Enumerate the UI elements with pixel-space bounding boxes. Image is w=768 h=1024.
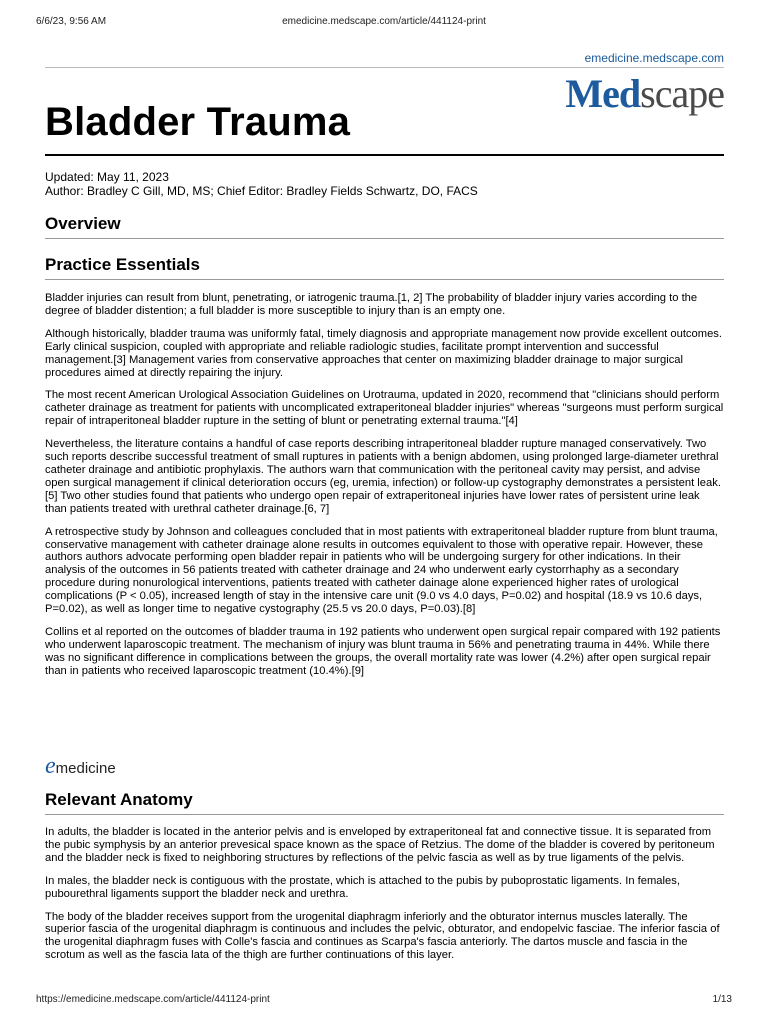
print-header-url: emedicine.medscape.com/article/441124-print xyxy=(282,16,486,27)
updated-date: Updated: May 11, 2023 xyxy=(45,170,169,184)
paragraph: Although historically, bladder trauma was uniformly fatal, timely diagnosis and appropriate management now provide excellent outcomes. Early clinical suspicion, coupled with appropriate and reliable radiologic studies, facilitate prompt intervention and successful management.[3] Management varies from conservative approaches that center on maximizing bladder drainage to major surgical procedures aimed at directly repairing the injury. xyxy=(45,327,722,379)
author-line: Author: Bradley C Gill, MD, MS; Chief Editor: Bradley Fields Schwartz, DO, FACS xyxy=(45,184,478,198)
article-meta xyxy=(45,170,478,198)
relevant-anatomy-body xyxy=(45,826,724,972)
section-heading-relevant-anatomy: Relevant Anatomy xyxy=(45,790,724,815)
section-heading-practice-essentials: Practice Essentials xyxy=(45,255,724,280)
paragraph: Nevertheless, the literature contains a handful of case reports describing intraperitoneal bladder rupture managed conservatively. Two such reports describe successful treatment of small ruptures in patients with a benign abdomen, using prolonged large-diameter urethral catheter drainage and antibiotic prophylaxis. The authors warn that communication with the peritoneal cavity may persist, and advise open surgical management if clinical deterioration occurs (eg, uremia, infection) or follow-up cystography demonstrates a persistent leak.[5] Two other studies found that patients who undergo open repair of extraperitoneal injuries have lower rates of persistent urine leak than patients treated with urethral catheter drainage.[6, 7] xyxy=(45,438,721,515)
paragraph: In males, the bladder neck is contiguous with the prostate, which is attached to the pubis by puboprostatic ligaments. In females, pubourethral ligaments support the bladder neck and urethra. xyxy=(45,874,680,900)
page-title: Bladder Trauma xyxy=(45,100,351,144)
section-heading-overview: Overview xyxy=(45,214,724,239)
logo-scape: scape xyxy=(640,71,724,116)
emedicine-logo xyxy=(45,753,116,779)
print-timestamp: 6/6/23, 9:56 AM xyxy=(36,16,107,27)
site-bar xyxy=(45,51,724,68)
medscape-logo[interactable] xyxy=(565,72,724,116)
paragraph: Bladder injuries can result from blunt, penetrating, or iatrogenic trauma.[1, 2] The probability of bladder injury varies according to the degree of bladder distention; a full bladder is more susceptible to injury than is an empty one. xyxy=(45,292,698,317)
print-header xyxy=(36,16,732,30)
paragraph: The most recent American Urological Association Guidelines on Urotrauma, updated in 2020, recommend that "clinicians should perform catheter drainage as treatment for patients with uncomplicated extraperitoneal bladder injuries" whereas "surgeons must perform surgical repair of intraperitoneal bladder rupture in the setting of blunt or penetrating external trauma."[4] xyxy=(45,389,724,428)
paragraph: A retrospective study by Johnson and colleagues concluded that in most patients with extraperitoneal bladder rupture from blunt trauma, conservative management with catheter drainage alone results in outcomes equivalent to those with operative repair. However, these authors authors advocate performing open bladder repair in patients who will be undergoing surgery for other indications. In their analysis of the outcomes in 56 patients treated with catheter drainage and 24 who underwent early cystorrhaphy as a secondary procedure during nonurological interventions, patients treated with catheter dainage alone experienced higher rates of urological complications (P < 0.05), increased length of stay in the intensive care unit (9.0 vs 4.0 days, P=0.02) and hospital (18.9 vs 10.6 days, P=0.02), as well as longer time to negative cystography (25.5 vs 20.0 days, P=0.03).[8] xyxy=(45,525,718,616)
logo-med: Med xyxy=(565,71,641,116)
print-footer xyxy=(36,994,732,1008)
site-link[interactable]: emedicine.medscape.com xyxy=(584,51,724,65)
title-divider xyxy=(45,154,724,156)
practice-essentials-body xyxy=(45,292,724,688)
paragraph: The body of the bladder receives support from the urogenital diaphragm inferiorly and the obturator internus muscles laterally. The superior fascia of the urogenital diaphragm is continuous and includes the pelvic, obturator, and endopelvic fasciae. The inferior fascia of the urogenital diaphragm fuses with Colle's fascia and continues as Scarpa's fascia anteriorly. The dartos muscle and fascia in the scrotum as well as the fascia lata of the thigh are further continuations of this layer. xyxy=(45,910,720,962)
emedicine-logo-text: medicine xyxy=(55,760,116,777)
print-footer-url: https://emedicine.medscape.com/article/441124-print xyxy=(36,994,270,1005)
paragraph: In adults, the bladder is located in the anterior pelvis and is enveloped by extraperitoneal fat and connective tissue. It is separated from the pubic symphysis by an anterior prevesical space known as the space of Retzius. The dome of the bladder is covered by peritoneum and the bladder neck is fixed to neighboring structures by reflections of the pelvic fascia as well as by true ligaments of the pelvis. xyxy=(45,826,715,864)
page-number: 1/13 xyxy=(712,994,732,1005)
emedicine-logo-e: e xyxy=(45,753,56,779)
paragraph: Collins et al reported on the outcomes of bladder trauma in 192 patients who underwent open surgical repair compared with 192 patients who underwent laparoscopic treatment. The mechanism of injury was blunt trauma in 56% and penetrating trauma in 44%. While there was no significant difference in complications between the groups, the overall mortality rate was lower (4.2%) after open surgical repair than in patients who received laparoscopic treatment (10.4%).[9] xyxy=(45,625,721,677)
